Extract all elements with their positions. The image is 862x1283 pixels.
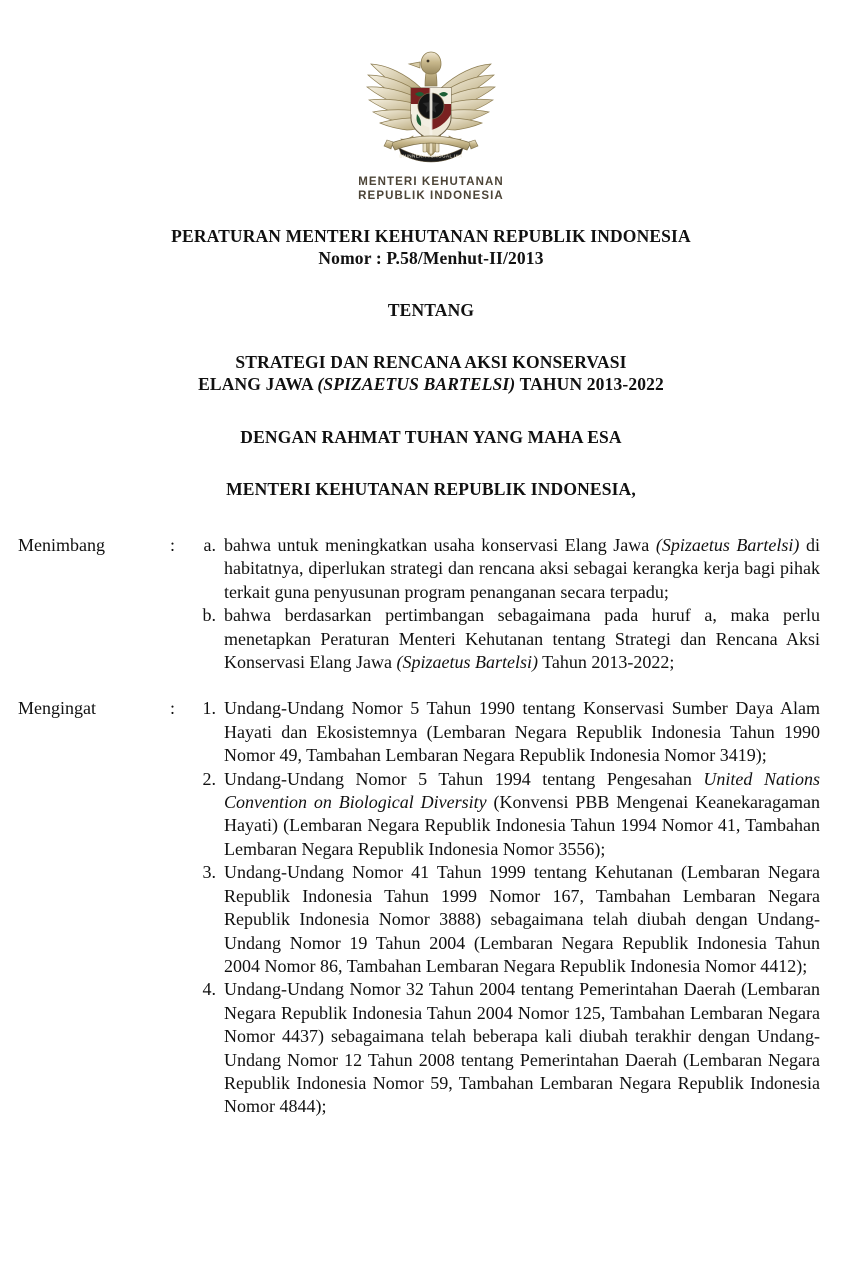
menteri-text: MENTERI KEHUTANAN REPUBLIK INDONESIA,: [226, 479, 636, 499]
clause-item-marker: 1.: [202, 698, 216, 719]
text-segment: bahwa untuk meningkatkan usaha konservasi Elang Jawa: [224, 535, 656, 555]
clause-item-marker: 3.: [202, 862, 216, 883]
clause-item-text: [224, 768, 820, 862]
text-segment: Undang-Undang Nomor 5 Tahun 1994 tentang Pengesahan: [224, 768, 704, 789]
clause-items: [190, 534, 820, 674]
clause-colon: :: [170, 535, 176, 555]
clause-colon: :: [170, 698, 176, 719]
text-segment: Undang-Undang Nomor 32 Tahun 2004 tentang Pemerintahan Daerah (Lembaran Negara Republik Indonesia Tahun 2004 Nomor 125, Tambahan Lembaran Negara Nomor 4437) sebagaimana telah beberapa kali diubah terakhir dengan Undang-Undang Nomor 12 Tahun 2008 tentang Pemerintahan Daerah (Lembaran Negara Republik Indonesia Nomor 59, Tambahan Lembaran Negara Republik Indonesia Nomor 4844);: [224, 979, 820, 1117]
text-segment: bahwa berdasarkan pertimbangan sebagaimana pada huruf a, maka perlu menetapkan Peraturan Menteri Kehutanan tentang Strategi dan Rencana Aksi Konservasi Elang Jawa: [224, 605, 820, 673]
clause-item-marker: 2.: [202, 768, 216, 789]
italic-segment: (Spizaetus Bartelsi): [655, 535, 800, 555]
regulation-title-line-1: PERATURAN MENTERI KEHUTANAN REPUBLIK INDONESIA: [171, 226, 691, 246]
italic-segment: United Nations Convention on Biological Diversity: [224, 768, 820, 813]
clause-label: Menimbang: [18, 535, 105, 555]
tentang-heading: [0, 299, 862, 321]
text-segment: Undang-Undang Nomor 41 Tahun 1999 tentang Kehutanan (Lembaran Negara Republik Indonesia Tahun 1999 Nomor 167, Tambahan Lembaran Negara Republik Indonesia Nomor 3888) sebagaimana telah diubah dengan Undang-Undang Nomor 19 Tahun 2004 (Lembaran Negara Republik Indonesia Tahun 2004 Nomor 86, Tambahan Lembaran Negara Republik Indonesia Nomor 4412);: [224, 862, 820, 976]
subject-species-italic: (SPIZAETUS BARTELSI): [317, 374, 516, 394]
clause-item: [190, 861, 820, 978]
clause-item: [190, 604, 820, 674]
regulation-title: [0, 225, 862, 269]
svg-text:BHINNEKA TUNGGAL IKA: BHINNEKA TUNGGAL IKA: [399, 153, 463, 159]
emblem-caption-line-1: MENTERI KEHUTANAN: [358, 176, 504, 188]
clause-mengingat: [18, 697, 820, 1118]
menteri-heading: [0, 478, 862, 500]
garuda-pancasila-emblem: [351, 44, 511, 172]
rahmat-text: DENGAN RAHMAT TUHAN YANG MAHA ESA: [240, 427, 622, 447]
regulation-number: Nomor : P.58/Menhut-II/2013: [318, 248, 544, 268]
subject-line-2: [0, 373, 862, 395]
rahmat-heading: [0, 426, 862, 448]
clause-item-text: [224, 978, 820, 1118]
clause-item-text: [224, 604, 820, 674]
clause-item-text: [224, 534, 820, 604]
clause-label: Mengingat: [18, 698, 96, 719]
subject-heading: [0, 351, 862, 395]
clause-item: [190, 697, 820, 767]
text-segment: Undang-Undang Nomor 5 Tahun 1990 tentang Konservasi Sumber Daya Alam Hayati dan Ekosistemnya (Lembaran Negara Republik Indonesia Tahun 1990 Nomor 49, Tambahan Lembaran Negara Republik Indonesia Nomor 3419);: [224, 698, 820, 766]
italic-segment: (Spizaetus Bartelsi): [396, 652, 538, 673]
clause-item-text: [224, 697, 820, 767]
emblem-caption-line-2: REPUBLIK INDONESIA: [358, 189, 504, 202]
clause-items: [190, 697, 820, 1118]
text-segment: di habitatnya, diperlukan strategi dan rencana aksi sebagai kerangka kerja bagi pihak terkait guna penyusunan program penanganan secara terpadu;: [224, 535, 820, 602]
clause-item-text: [224, 861, 820, 978]
subject-line-2-post: TAHUN 2013-2022: [515, 374, 664, 394]
clause-item-marker: 4.: [202, 979, 216, 1000]
emblem-block: [0, 0, 862, 203]
text-segment: (Konvensi PBB Mengenai Keanekaragaman Hayati) (Lembaran Negara Republik Indonesia Tahun 1994 Nomor 41, Tambahan Lembaran Negara Republik Indonesia Nomor 3556);: [224, 792, 820, 859]
subject-line-1: STRATEGI DAN RENCANA AKSI KONSERVASI: [235, 352, 627, 372]
clause-item-marker: b.: [202, 605, 216, 626]
clause-item-marker: a.: [203, 535, 216, 555]
clause-menimbang: [18, 534, 820, 674]
clauses-container: [0, 534, 862, 1119]
clause-item: [190, 978, 820, 1118]
tentang-label: TENTANG: [387, 300, 475, 320]
subject-line-2-pre: ELANG JAWA: [198, 374, 318, 394]
clause-item: [190, 768, 820, 862]
text-segment: Tahun 2013-2022;: [537, 652, 675, 673]
clause-item: [190, 534, 820, 604]
emblem-caption: [0, 176, 862, 203]
